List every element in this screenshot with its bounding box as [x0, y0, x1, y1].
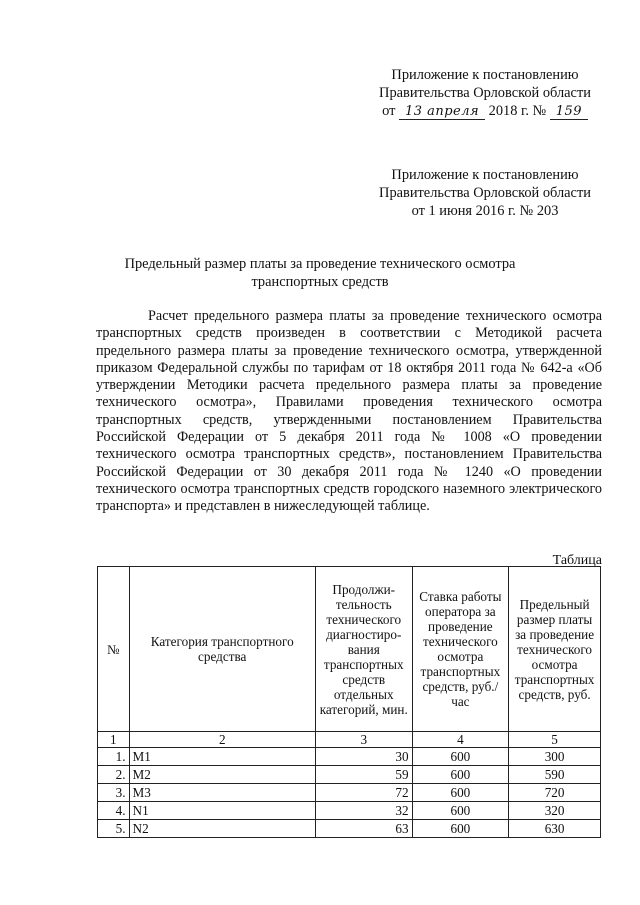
title-line-2: транспортных средств — [251, 274, 389, 290]
appendix-line-1: Приложение к постановлению — [391, 67, 579, 83]
row-rate: 600 — [412, 820, 509, 838]
row-rate: 600 — [412, 784, 509, 802]
title-line-1: Предельный размер платы за проведение технического осмотра — [124, 256, 516, 272]
table-caption: Таблица — [552, 553, 602, 568]
document-title — [110, 255, 530, 291]
row-rate: 600 — [412, 766, 509, 784]
table-row — [98, 820, 601, 838]
row-category: M1 — [129, 748, 315, 766]
handwritten-number: 159 — [550, 104, 588, 120]
row-rate: 600 — [412, 802, 509, 820]
row-number: 1. — [98, 748, 130, 766]
table-header-row — [98, 567, 601, 732]
appendix-prev-line-2: Правительства Орловской области — [379, 185, 591, 201]
row-duration: 72 — [315, 784, 412, 802]
row-limit: 320 — [509, 802, 601, 820]
row-category: N1 — [129, 802, 315, 820]
row-limit: 720 — [509, 784, 601, 802]
appendix-header-previous — [360, 166, 610, 220]
body-paragraph: Расчет предельного размера платы за проведение технического осмотра транспортных средств произведен в соответствии с Методикой расчета предельного размера платы за проведение технического осмотра, утвержденной приказом Федеральной службы по тарифам от 18 октября 2011 года № 642-а «Об утверждении Методики расчета предельного размера платы за проведение технического осмотра», Правилами проведения технического осмотра транспортных средств, утвержденными постановлением Правительства Российской Федерации от 5 декабря 2011 года № 1008 «О проведении технического осмотра транспортных средств», постановлением Правительства Российской Федерации от 30 декабря 2011 года № 1240 «О проведении технического осмотра транспортных средств городского наземного электрического транспорта» и представлен в нижеследующей таблице. — [96, 308, 602, 515]
row-number: 5. — [98, 820, 130, 838]
column-index: 3 — [315, 732, 412, 748]
header-number: № — [98, 567, 130, 732]
appendix-prev-line-1: Приложение к постановлению — [391, 167, 579, 183]
column-index-row — [98, 732, 601, 748]
row-limit: 300 — [509, 748, 601, 766]
table-row — [98, 748, 601, 766]
header-limit: Предельный размер платы за проведение технического осмотра транспортных средств, руб. — [509, 567, 601, 732]
row-number: 3. — [98, 784, 130, 802]
row-number: 2. — [98, 766, 130, 784]
column-index: 1 — [98, 732, 130, 748]
column-index: 5 — [509, 732, 601, 748]
appendix-prev-line-3: от 1 июня 2016 г. № 203 — [411, 203, 559, 219]
appendix-line-2: Правительства Орловской области — [379, 85, 591, 101]
date-prefix: от — [382, 103, 396, 119]
appendix-header-current — [360, 66, 610, 120]
row-rate: 600 — [412, 748, 509, 766]
table-row — [98, 802, 601, 820]
appendix-date-line — [360, 102, 610, 120]
row-duration: 63 — [315, 820, 412, 838]
header-category: Категория транспортного средства — [129, 567, 315, 732]
row-duration: 59 — [315, 766, 412, 784]
row-category: M2 — [129, 766, 315, 784]
row-duration: 32 — [315, 802, 412, 820]
header-rate: Ставка работы оператора за проведение технического осмотра транспортных средств, руб./час — [412, 567, 509, 732]
row-category: N2 — [129, 820, 315, 838]
table-row — [98, 766, 601, 784]
row-limit: 630 — [509, 820, 601, 838]
row-number: 4. — [98, 802, 130, 820]
row-duration: 30 — [315, 748, 412, 766]
year-text: 2018 г. № — [488, 103, 547, 119]
table-row — [98, 784, 601, 802]
handwritten-date: 13 апреля — [399, 104, 485, 120]
row-limit: 590 — [509, 766, 601, 784]
column-index: 2 — [129, 732, 315, 748]
column-index: 4 — [412, 732, 509, 748]
row-category: M3 — [129, 784, 315, 802]
header-duration: Продолжи-тельность технического диагностиро-вания транспортных средств отдельных категорий, мин. — [315, 567, 412, 732]
fee-table — [97, 566, 601, 838]
